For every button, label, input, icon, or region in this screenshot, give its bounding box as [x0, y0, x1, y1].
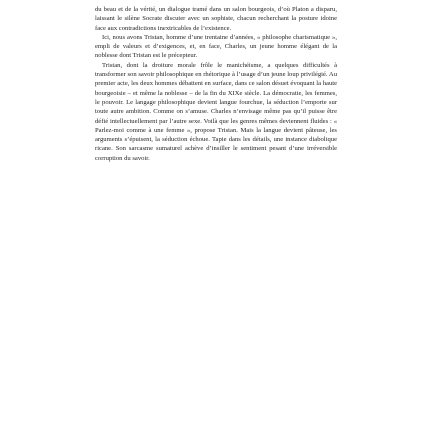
paragraph: du beau et de la vérité, un dialogue tramé dans un salon bourgeois, d’où Platon a disparu, laissant le silène Socrate discuter avec un sophiste, chacun recherchant la posture idoine face aux contradictions inextricables de l’existence. — [95, 6, 337, 32]
document-page — [95, 5, 337, 163]
paragraph: Tristan, dont la droiture morale frôle le manichéisme, a quelques difficultés à transformer son savoir philosophique en rhétorique à l’usage d’un jeune loup privilégié. Au premier acte, les deux hommes débattent en surface, dans ce salon désuet évoquant la haute bourgeoisie – et même la noblesse – de la fin du XIXe siècle. La démocratie, les femmes, le pouvoir. Le langage philosophique devient langue fourchue, la séduction l’emporte sur toute autre ambition. Comme on s’amuse. Charles n’envisage même pas qu’il puisse être défié intellectuellement par l’autre sexe. Voilà que les genres mêmes deviennent fluides : « Parlez-moi comme à une femme », propose Tristan. Mais la langue devient pâteuse, les arguments s’épuisent, la séduction échoue. Tapie dans les détails, une instance diabolique ricane. Son sarcasme sumaturel achève d’insiller le sentiment pesant d’une irréversible corruption du savoir. — [95, 61, 337, 162]
paragraph: Ici, nous avons Tristan, homme d’une trentaine d’années, « philosophe charismatique », empli de valeurs et d’exigences, et, en face, Charles, un jeune homme élégant de la noblesse dont Tristan est le précepteur. — [95, 33, 337, 60]
